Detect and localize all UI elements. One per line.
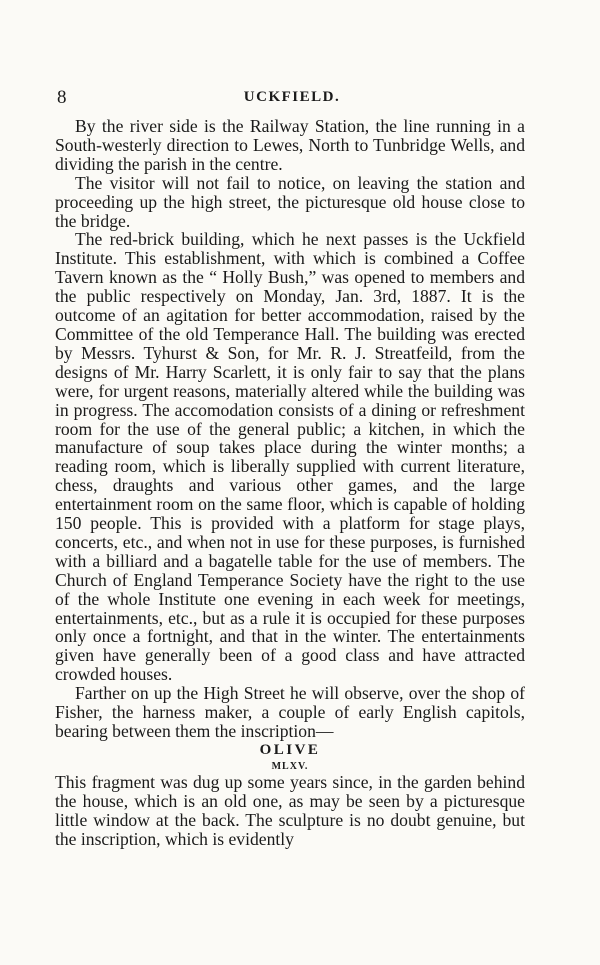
paragraph-high-street: Farther on up the High Street he will observe, over the shop of Fisher, the harness maker, a couple of early English capitols, bearing between them the inscription— [55,683,525,741]
paragraph-fragment: This fragment was dug up some years since, in the garden behind the house, which is an old one, as may be seen by a picturesque little window at the back. The sculpture is no doubt genuine, but the inscription, which is evidently [55,771,525,849]
page-number: 8 [57,87,67,108]
paragraph-visitor: The visitor will not fail to notice, on leaving the station and proceeding up the high street, the picturesque old house close to the bridge. [55,172,525,231]
page-header [57,87,527,109]
paragraph-railway-station: By the river side is the Railway Station, the line running in a South-westerly direction to Lewes, North to Tunbridge Wells, and dividing the parish in the centre. [55,116,525,174]
running-head: UCKFIELD. [243,89,341,105]
inscription [55,741,525,773]
inscription-date: MLXV. [271,760,309,772]
inscription-word: OLIVE [259,741,321,758]
paragraph-institute: The red-brick building, which he next passes is the Uckfield Institute. This establishment, with which is combined a Coffee Tavern known as the “ Holly Bush,” was opened to members and the public respectively on Monday, Jan. 3rd, 1887. It is the outcome of an agitation for better accommodation, raised by the Committee of the old Temperance Hall. The building was erected by Messrs. Tyhurst & Son, for Mr. R. J. Streatfeild, from the designs of Mr. Harry Scarlett, it is only fair to say that the plans were, for urgent reasons, materially altered while the building was in progress. The accomodation consists of a dining or refreshment room for the use of the general public; a kitchen, in which the manufacture of soup takes place during the winter months; a reading room, which is liberally supplied with current literature, chess, draughts and various other games, and the large entertainment room on the same floor, which is capable of holding 150 people. This is provided with a platform for stage plays, concerts, etc., and when not in use for these purposes, is furnished with a billiard and a bagatelle table for the use of members. The Church of England Temperance Society have the right to the use of the whole Institute one evening in each week for meetings, entertainments, etc., but as a rule it is occupied for these purposes only once a fortnight, and that in the winter. The entertainments given have generally been of a good class and have attracted crowded houses. [55,229,525,685]
body-text [55,117,525,849]
